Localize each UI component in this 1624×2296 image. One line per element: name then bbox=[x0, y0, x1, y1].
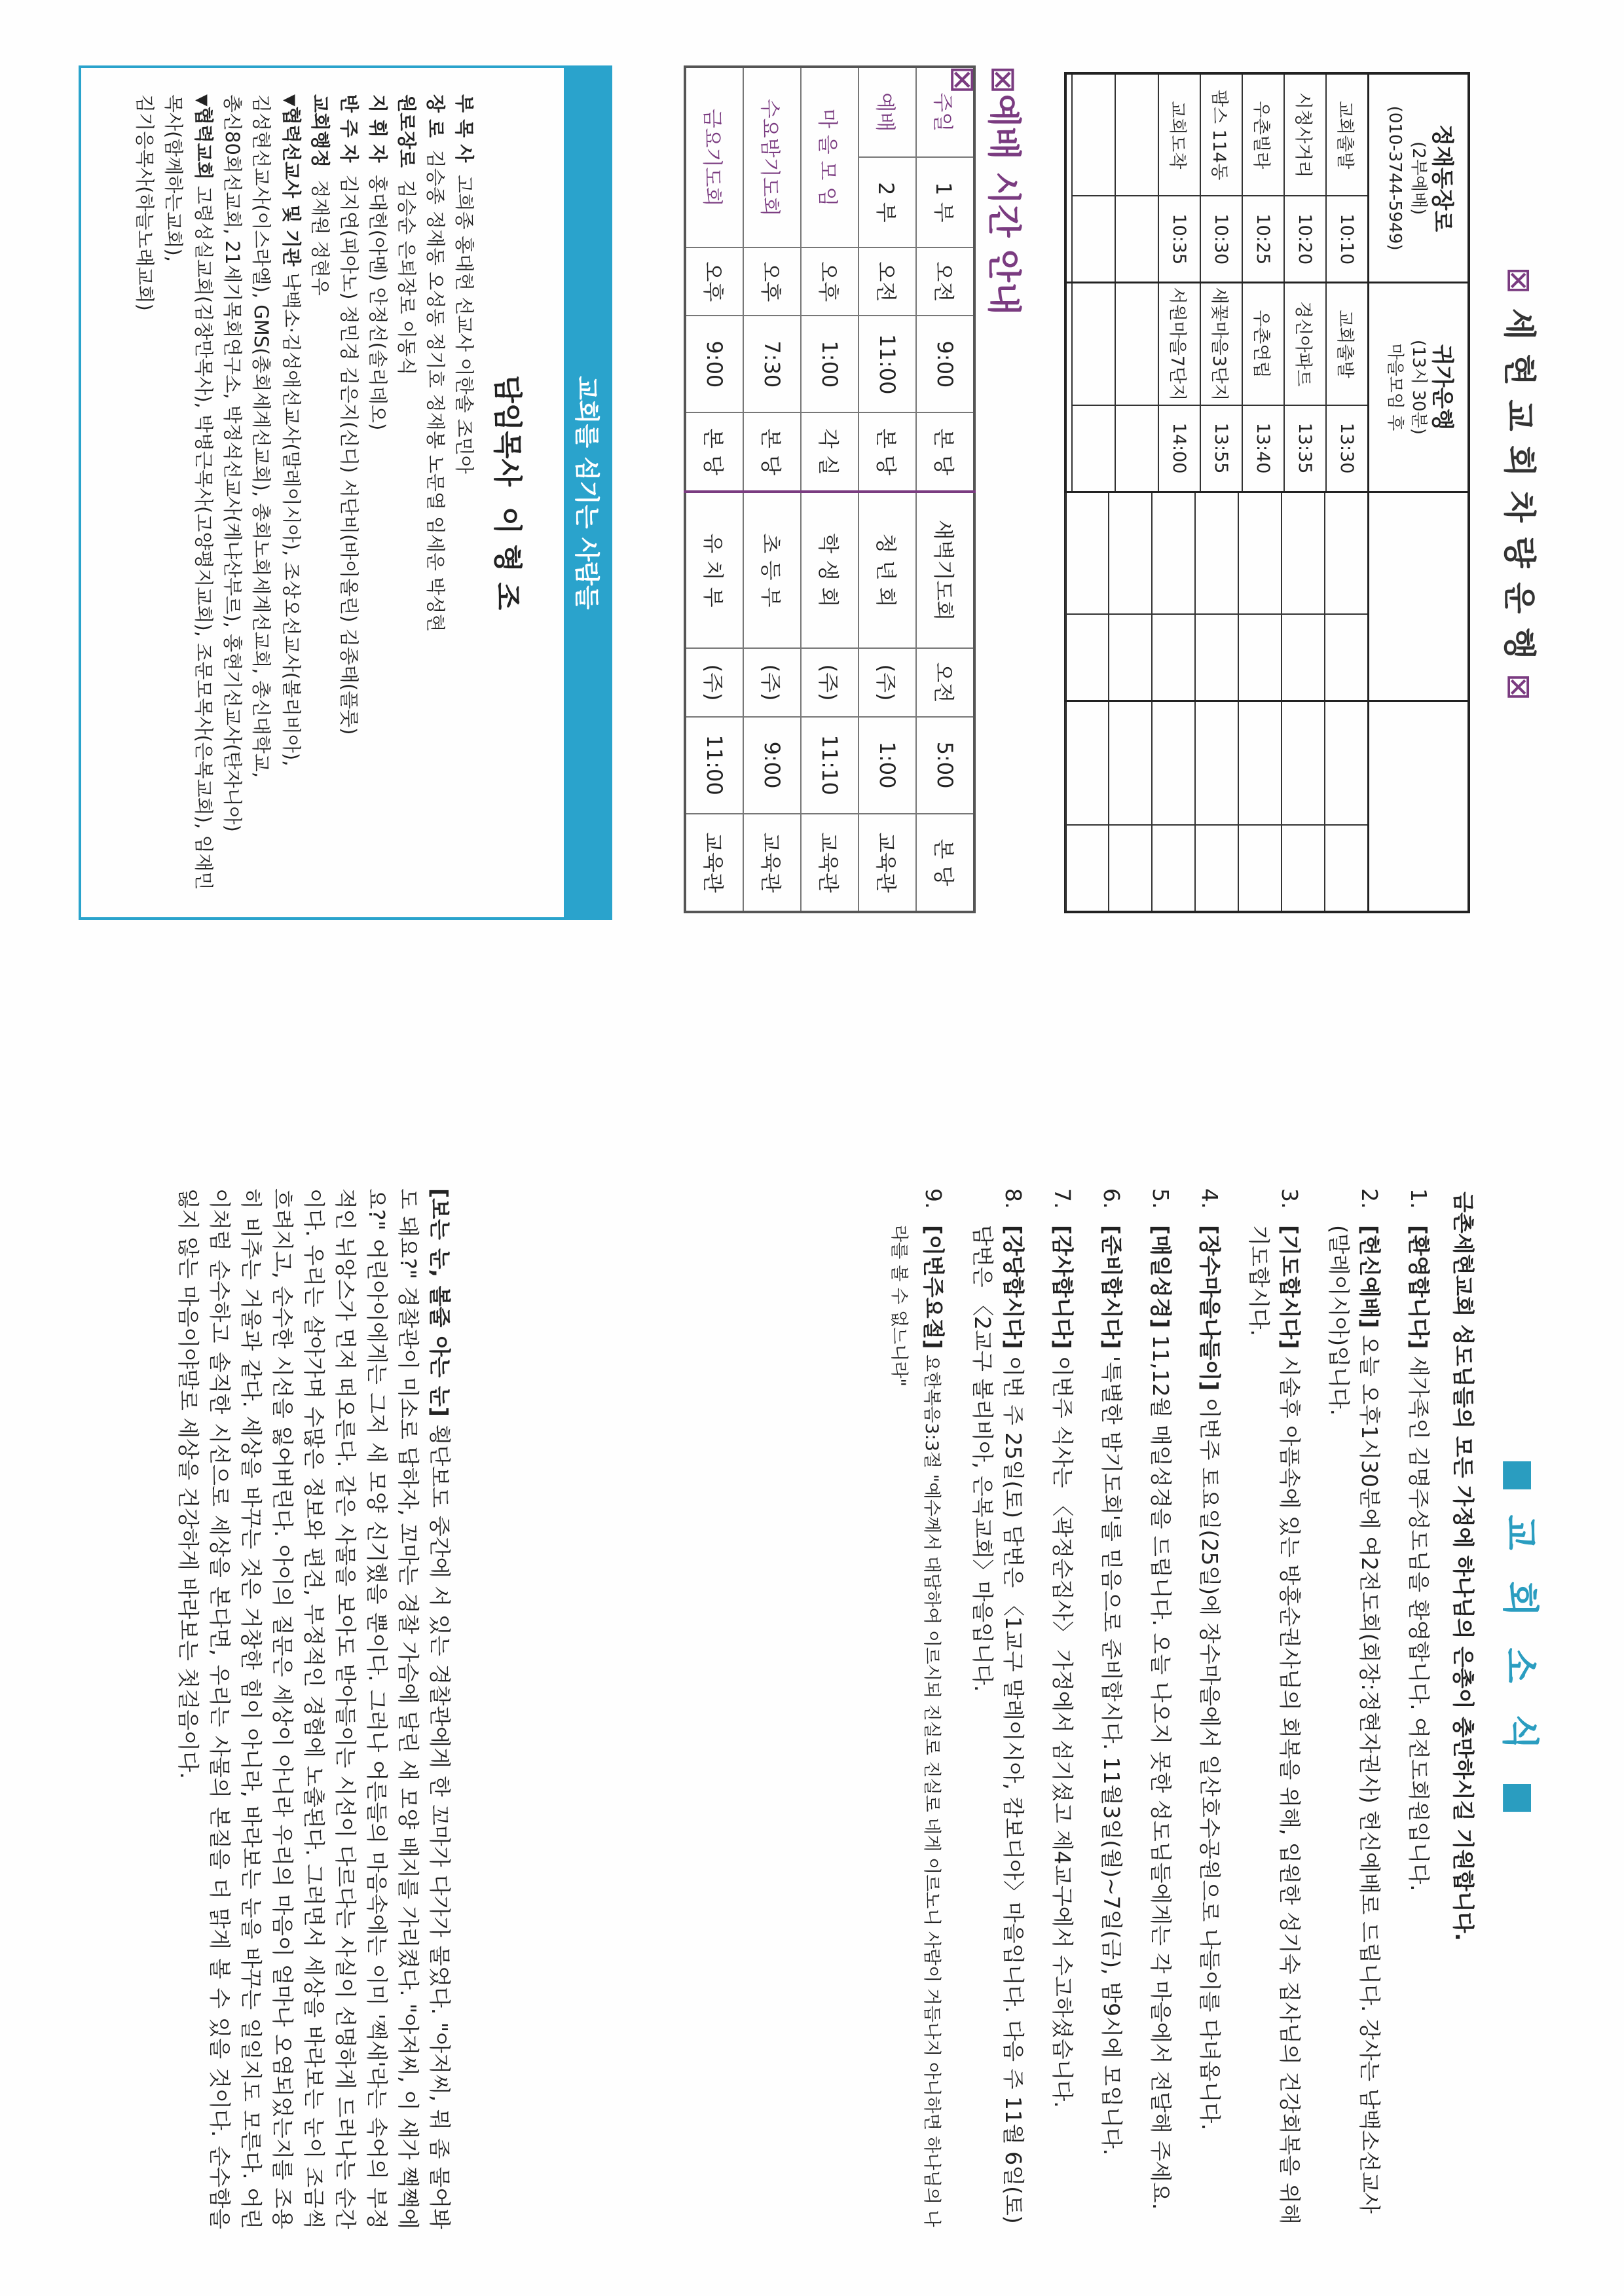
news-item-label: [준비합시다] bbox=[1099, 1225, 1124, 1349]
worship-cell: 본 당 bbox=[916, 814, 974, 912]
worship-cell: 오전 bbox=[916, 247, 974, 316]
worship-cell: (주) bbox=[858, 648, 916, 716]
news-item-number: 2. bbox=[1357, 1188, 1382, 1209]
news-item-label: [환영합니다] bbox=[1406, 1225, 1431, 1349]
bus-empty-row bbox=[1281, 702, 1324, 911]
news-item bbox=[1323, 1188, 1385, 2229]
news-item-text: 이번주 식사는 〈곽정순집사〉 가정에서 섬기셨고 제4교구에서 수고하셨습니다. bbox=[1050, 1349, 1075, 2108]
bus-empty-row bbox=[1324, 493, 1367, 700]
worship-cell: 각 실 bbox=[801, 412, 858, 491]
bus-stop-row bbox=[1242, 283, 1283, 490]
column-essay bbox=[172, 1188, 455, 2229]
worship-cell: 2 부 bbox=[858, 157, 916, 248]
church-news-title-text: 교 회 소 식 bbox=[1498, 1514, 1541, 1759]
staff-names: 김승순 은퇴장로 이동식 bbox=[396, 179, 418, 376]
worship-cell: 수요밤기도회 bbox=[743, 67, 801, 247]
worship-cell: 오후 bbox=[685, 247, 743, 316]
partners-text: 김기응목사(하늘노래교회) bbox=[134, 94, 156, 311]
bus-route-sub2: 마을모임 후 bbox=[1385, 343, 1405, 431]
staff-names: 김승종 정재동 오성동 정기호 정재봉 노문열 임세운 박성현 bbox=[424, 149, 447, 632]
bus-stop-place: 경신아파트 bbox=[1285, 283, 1325, 405]
title-square-icon: ■ bbox=[1498, 1780, 1541, 1815]
news-item-label: [이번주요절] bbox=[921, 1225, 946, 1349]
news-item bbox=[1047, 1188, 1078, 2229]
missions-text: 김성현선교사(이스라엘), GMS(총회세계선교회), 총회노회세계선교회, 총신대학교, bbox=[250, 94, 272, 778]
missions-label: 협력선교사 및 기관 bbox=[280, 106, 303, 266]
worship-cell: 오후 bbox=[743, 247, 801, 316]
worship-cell: 9:00 bbox=[685, 316, 743, 412]
church-news-title bbox=[1496, 1178, 1549, 2095]
news-item-text: 이번주 토요일(25일)에 장수마을에서 일산호수공원으로 나들이를 다녀옵니다. bbox=[1197, 1391, 1223, 2130]
news-item-text: '특별한 밤기도회'를 믿음으로 준비합시다. 11월3일(월)~7일(금), 밤9시에 모입니다. bbox=[1099, 1349, 1124, 2156]
bus-title-deco-right-icon: ⊠ bbox=[1500, 673, 1538, 702]
worship-cell: 9:00 bbox=[916, 316, 974, 412]
news-item-label: [헌신예배] bbox=[1357, 1225, 1382, 1328]
news-item-label: [기도합시다] bbox=[1277, 1225, 1302, 1349]
bus-stop-row bbox=[1242, 75, 1283, 282]
worship-title-deco-right-icon: ⊠ bbox=[943, 65, 982, 94]
worship-cell: 예배 bbox=[858, 67, 916, 157]
staff-role: 부 목 사 bbox=[453, 94, 475, 163]
staff-line bbox=[421, 94, 450, 891]
staff-role: 교회행정 bbox=[309, 94, 331, 168]
worship-cell: 오전 bbox=[916, 648, 974, 716]
news-item-label: [매일성경] bbox=[1148, 1225, 1173, 1328]
bus-title-text: 세 현 교 회 차 량 운 행 bbox=[1500, 308, 1538, 661]
essay-body: 횡단보도 중간에 서 있는 경찰관에게 한 꼬마가 다가가 물었다. "아저씨, 뭐 좀 물어봐도 돼요?" 경찰관이 미소로 답하자, 꼬마는 경찰 가슴에 달린 새 모양 배지를 가리켰다. "아저씨, 이 새가 짹짹에요?" 어린아이에게는 그저 새 모양 신기했을 뿐이다. 그러나 어른들의 마음속에는 이미 '짹새'라는 속어의 부정적인 뉘앙스가 먼저 떠오른다. 같은 사물을 보아도 받아들이는 시선이 다르다는 사실이 선명하게 드러나는 순간이다. 우리는 살아가며 수많은 정보와 편견, 부정적인 경험에 노출된다. 그러면서 세상을 바라보는 눈이 조금씩 흐려지고, 순수한 시선을 잃어버린다. 아이의 질문은 세상이 아니라 우리의 마음이 얼마나 오염되었는지를 조용히 비추는 거울과 같다. 세상을 바꾸는 것은 거창한 힘이 아니라, 바라보는 눈을 바꾸는 일일지도 모른다. 어린이처럼 순수하고 솔직한 시선으로 세상을 본다면, 우리는 사물의 본질을 더 맑게 볼 수 있을 것이다. 순수함을 잃지 않는 마음이야말로 세상을 건강하게 바라보는 첫걸음이다. bbox=[175, 1188, 452, 2229]
news-item bbox=[1403, 1188, 1434, 2229]
bus-stop-time: 13:40 bbox=[1253, 422, 1274, 474]
worship-cell: 본 당 bbox=[858, 412, 916, 491]
news-item-number: 8. bbox=[1001, 1188, 1026, 1209]
news-item-text: 요한복음3:3절 "예수께서 대답하여 이르시되 진실로 진실로 네게 이르노니 사람이 거듭나지 아니하면 하나님의 나라를 볼 수 없느니라" bbox=[889, 1225, 942, 2227]
bus-stop-row bbox=[1283, 75, 1325, 282]
news-item-text: 시술후 아픔속에 있는 방홍순권사님의 회복을 위해, 입원한 성기숙 집사님의 건강회복을 위해 기도합시다. bbox=[1246, 1225, 1302, 2225]
bus-empty-row bbox=[1324, 702, 1367, 911]
bus-empty-row bbox=[1115, 75, 1158, 282]
worship-cell: 1 부 bbox=[916, 157, 974, 248]
staff-line bbox=[335, 94, 363, 891]
staff-role: 반 주 자 bbox=[338, 94, 360, 163]
bus-route-column bbox=[1065, 493, 1467, 702]
bus-schedule-title bbox=[1493, 59, 1545, 910]
worship-cell: 유 치 부 bbox=[685, 492, 743, 649]
news-item-number: 7. bbox=[1050, 1188, 1075, 1209]
senior-pastor-name: 이 형 조 bbox=[490, 506, 524, 610]
bus-stop-time: 10:35 bbox=[1169, 213, 1190, 265]
bus-route-header bbox=[1367, 493, 1467, 700]
news-item-label: [감사합니다] bbox=[1050, 1225, 1075, 1349]
bus-route-column bbox=[1065, 75, 1467, 283]
news-item bbox=[967, 1188, 1029, 2229]
staff-line bbox=[363, 94, 392, 891]
staff-line bbox=[392, 94, 421, 891]
bus-route-name: 귀가운행 bbox=[1429, 344, 1455, 431]
staff-names: 김지연(피아노) 정민경 김은지(신디) 서단비(바이올린) 김종태(플룻) bbox=[338, 174, 360, 735]
bus-stop-row bbox=[1158, 75, 1200, 282]
worship-cell: 금요기도회 bbox=[685, 67, 743, 247]
bus-empty-row bbox=[1065, 493, 1108, 700]
bus-empty-row bbox=[1194, 702, 1238, 911]
bus-empty-row bbox=[1071, 75, 1115, 282]
staff-role: 장 로 bbox=[424, 94, 447, 138]
worship-cell: 새벽기도회 bbox=[916, 492, 974, 649]
news-item-label: [강당합시다] bbox=[1001, 1225, 1026, 1349]
worship-cell: 5:00 bbox=[916, 717, 974, 814]
bus-stop-row bbox=[1325, 283, 1367, 490]
worship-cell: 11:00 bbox=[685, 717, 743, 814]
news-item-text: 11,12월 매일성경을 드립니다. 오늘 나오지 못한 성도님들에게는 각 마을에서 전달해 주세요. bbox=[1148, 1328, 1173, 2210]
bus-empty-row bbox=[1065, 702, 1108, 911]
bus-empty-row bbox=[1281, 493, 1324, 700]
bus-stop-place: 팜스 114동 bbox=[1201, 75, 1242, 196]
worship-times-table bbox=[684, 65, 976, 913]
bus-stop-place: 서원마을7단지 bbox=[1159, 283, 1200, 405]
worship-row bbox=[801, 67, 858, 912]
church-news-list bbox=[865, 1188, 1434, 2229]
worship-cell: (주) bbox=[801, 648, 858, 716]
title-square-icon: ■ bbox=[1498, 1458, 1541, 1493]
bus-empty-row bbox=[1194, 493, 1238, 700]
bus-stop-time: 10:20 bbox=[1295, 213, 1316, 265]
bus-empty-row bbox=[1108, 493, 1151, 700]
missions-text: 낙백소·김성애선교사(말레이시아), 조상오선교사(볼리비아), bbox=[280, 272, 303, 767]
bus-stop-time: 13:30 bbox=[1337, 422, 1357, 474]
bus-route-header bbox=[1367, 702, 1467, 911]
worship-row bbox=[916, 67, 974, 912]
bus-route-header bbox=[1367, 283, 1467, 490]
worship-title-deco-left-icon: ⊠ bbox=[984, 65, 1023, 94]
worship-cell: (주) bbox=[743, 648, 801, 716]
news-item bbox=[1145, 1188, 1176, 2229]
news-item bbox=[1194, 1188, 1225, 2229]
bus-empty-row bbox=[1151, 493, 1194, 700]
news-item-text: 새가족인 김명주성도님을 환영합니다. 여전도회원입니다. bbox=[1406, 1349, 1431, 1891]
news-item-number: 1. bbox=[1406, 1188, 1431, 1209]
missions-line bbox=[247, 94, 276, 891]
staff-names: 고희종 홍대헌 선교사 이한솔 조민아 bbox=[453, 174, 475, 474]
worship-row bbox=[743, 67, 801, 912]
worship-title-text: 예배 시간 안내 bbox=[984, 94, 1023, 316]
triangle-bullet-icon: ▼ bbox=[281, 94, 299, 107]
worship-cell: 오후 bbox=[801, 247, 858, 316]
bus-stop-row bbox=[1158, 283, 1200, 490]
bus-route-name: 정재동장로 bbox=[1429, 124, 1455, 232]
worship-cell: 마 을 모 임 bbox=[801, 67, 858, 247]
missions-text: 총신80회선교회, 21세기목회연구소, 박정석선교사(케냐산부르), 홍현기선교사(탄자니아) bbox=[221, 94, 244, 832]
bus-empty-row bbox=[1071, 283, 1115, 490]
worship-cell: 1:00 bbox=[801, 316, 858, 412]
worship-cell: 11:10 bbox=[801, 717, 858, 814]
bus-stop-row bbox=[1200, 75, 1242, 282]
bus-stop-place: 시청사거리 bbox=[1285, 75, 1325, 196]
bus-stop-place: 우촌빌라 bbox=[1243, 75, 1283, 196]
bus-stop-place: 새꽃마을3단지 bbox=[1201, 283, 1242, 405]
staff-line bbox=[450, 94, 479, 891]
senior-pastor-label: 담임목사 bbox=[490, 375, 524, 487]
bus-stop-row bbox=[1325, 75, 1367, 282]
worship-cell: 교육관 bbox=[685, 814, 743, 912]
worship-cell: 7:30 bbox=[743, 316, 801, 412]
bus-route-column bbox=[1065, 702, 1467, 911]
news-item-number: 3. bbox=[1277, 1188, 1302, 1209]
missions-line bbox=[218, 94, 247, 891]
triangle-bullet-icon: ▼ bbox=[193, 94, 212, 107]
bus-title-deco-left-icon: ⊠ bbox=[1500, 266, 1538, 296]
bus-stop-time: 10:25 bbox=[1253, 213, 1274, 265]
worship-cell: (주) bbox=[685, 648, 743, 716]
news-item-text: 오늘 오후1시30분에 여2전도회(회장:정현자권사) 헌신예배로 드립니다. 강사는 남백소선교사(말레이시아)입니다. bbox=[1326, 1225, 1382, 2214]
worship-cell: 주일 bbox=[916, 67, 974, 157]
worship-cell: 본 당 bbox=[685, 412, 743, 491]
bus-stop-time: 10:10 bbox=[1337, 213, 1357, 265]
church-staff-box bbox=[79, 65, 612, 920]
news-item bbox=[883, 1188, 949, 2229]
worship-cell: 교육관 bbox=[743, 814, 801, 912]
news-item bbox=[1244, 1188, 1305, 2229]
bus-route-column bbox=[1065, 283, 1467, 492]
senior-pastor-line bbox=[489, 68, 531, 917]
bus-schedule-grid bbox=[1064, 72, 1470, 913]
staff-list bbox=[130, 94, 479, 891]
worship-row bbox=[858, 67, 916, 912]
partners-line bbox=[130, 94, 159, 891]
bus-route-sub1: (13시 30분) bbox=[1409, 339, 1428, 435]
news-item-number: 9. bbox=[921, 1188, 946, 1209]
bus-empty-row bbox=[1238, 702, 1281, 911]
bus-route-header bbox=[1367, 75, 1467, 282]
worship-cell: 학 생 회 bbox=[801, 492, 858, 649]
staff-names: 홍대헌(아멘) 안정선(솔리데오) bbox=[367, 174, 389, 431]
bus-stop-row bbox=[1283, 283, 1325, 490]
worship-cell: 교육관 bbox=[801, 814, 858, 912]
worship-row bbox=[685, 67, 743, 912]
church-staff-header: 교회를 섬기는 사람들 bbox=[564, 68, 610, 917]
worship-cell: 1:00 bbox=[858, 717, 916, 814]
partners-text: 고령성실교회(김창만목사), 박병근목사(고양평지교회), 조문모목사(은복교회), 임재민목사(함께하는교회), bbox=[162, 94, 215, 890]
worship-cell: 오전 bbox=[858, 247, 916, 316]
bus-stop-row bbox=[1200, 283, 1242, 490]
bus-stop-place: 교회출발 bbox=[1327, 75, 1367, 196]
partners-label: 협력교회 bbox=[193, 106, 215, 180]
bus-stop-place: 우촌연립 bbox=[1243, 283, 1283, 405]
worship-cell: 교육관 bbox=[858, 814, 916, 912]
essay-title: [보는 눈, 볼줄 아는 눈] bbox=[427, 1188, 452, 1417]
worship-cell: 9:00 bbox=[743, 717, 801, 814]
missions-line bbox=[276, 94, 306, 891]
news-item-number: 6. bbox=[1099, 1188, 1124, 1209]
news-item bbox=[1096, 1188, 1127, 2229]
bus-empty-row bbox=[1238, 493, 1281, 700]
staff-role: 지 휘 자 bbox=[367, 94, 389, 163]
worship-cell: 청 년 회 bbox=[858, 492, 916, 649]
staff-role: 원로장로 bbox=[396, 94, 418, 168]
news-item-number: 4. bbox=[1197, 1188, 1223, 1209]
bus-stop-time: 14:00 bbox=[1169, 422, 1190, 474]
staff-line bbox=[306, 94, 335, 891]
church-news-intro: 금촌세현교회 성도님들의 모든 가정에 하나님의 은총이 충만하시길 기원합니다. bbox=[1450, 1192, 1476, 1941]
bus-stop-place: 교회출발 bbox=[1327, 283, 1367, 405]
worship-cell: 초 등 부 bbox=[743, 492, 801, 649]
worship-cell: 11:00 bbox=[858, 316, 916, 412]
bus-route-sub2: (010-3744-5949) bbox=[1385, 105, 1405, 251]
bus-route-sub1: (2부예배) bbox=[1409, 141, 1428, 215]
bus-stop-time: 10:30 bbox=[1211, 213, 1232, 265]
bus-empty-row bbox=[1115, 283, 1158, 490]
bus-stop-time: 13:55 bbox=[1211, 422, 1232, 474]
partners-line bbox=[159, 94, 218, 891]
bus-stop-place: 교회도착 bbox=[1159, 75, 1200, 196]
staff-names: 정재원 정현우 bbox=[309, 179, 331, 296]
news-item-label: [장수마을나들이] bbox=[1197, 1225, 1223, 1391]
bus-empty-row bbox=[1108, 702, 1151, 911]
news-item-number: 5. bbox=[1148, 1188, 1173, 1209]
bus-empty-row bbox=[1151, 702, 1194, 911]
news-item-text: 이번 주 25일(토) 담번은 〈1교구 말레이시아, 캄보디아〉마을입니다. 다음 주 11월 6일(토) 담번은 〈2교구 볼리비아, 은복교회〉마을입니다. bbox=[970, 1225, 1026, 2224]
worship-cell: 본 당 bbox=[743, 412, 801, 491]
worship-cell: 본 당 bbox=[916, 412, 974, 491]
bus-stop-time: 13:35 bbox=[1295, 422, 1316, 474]
